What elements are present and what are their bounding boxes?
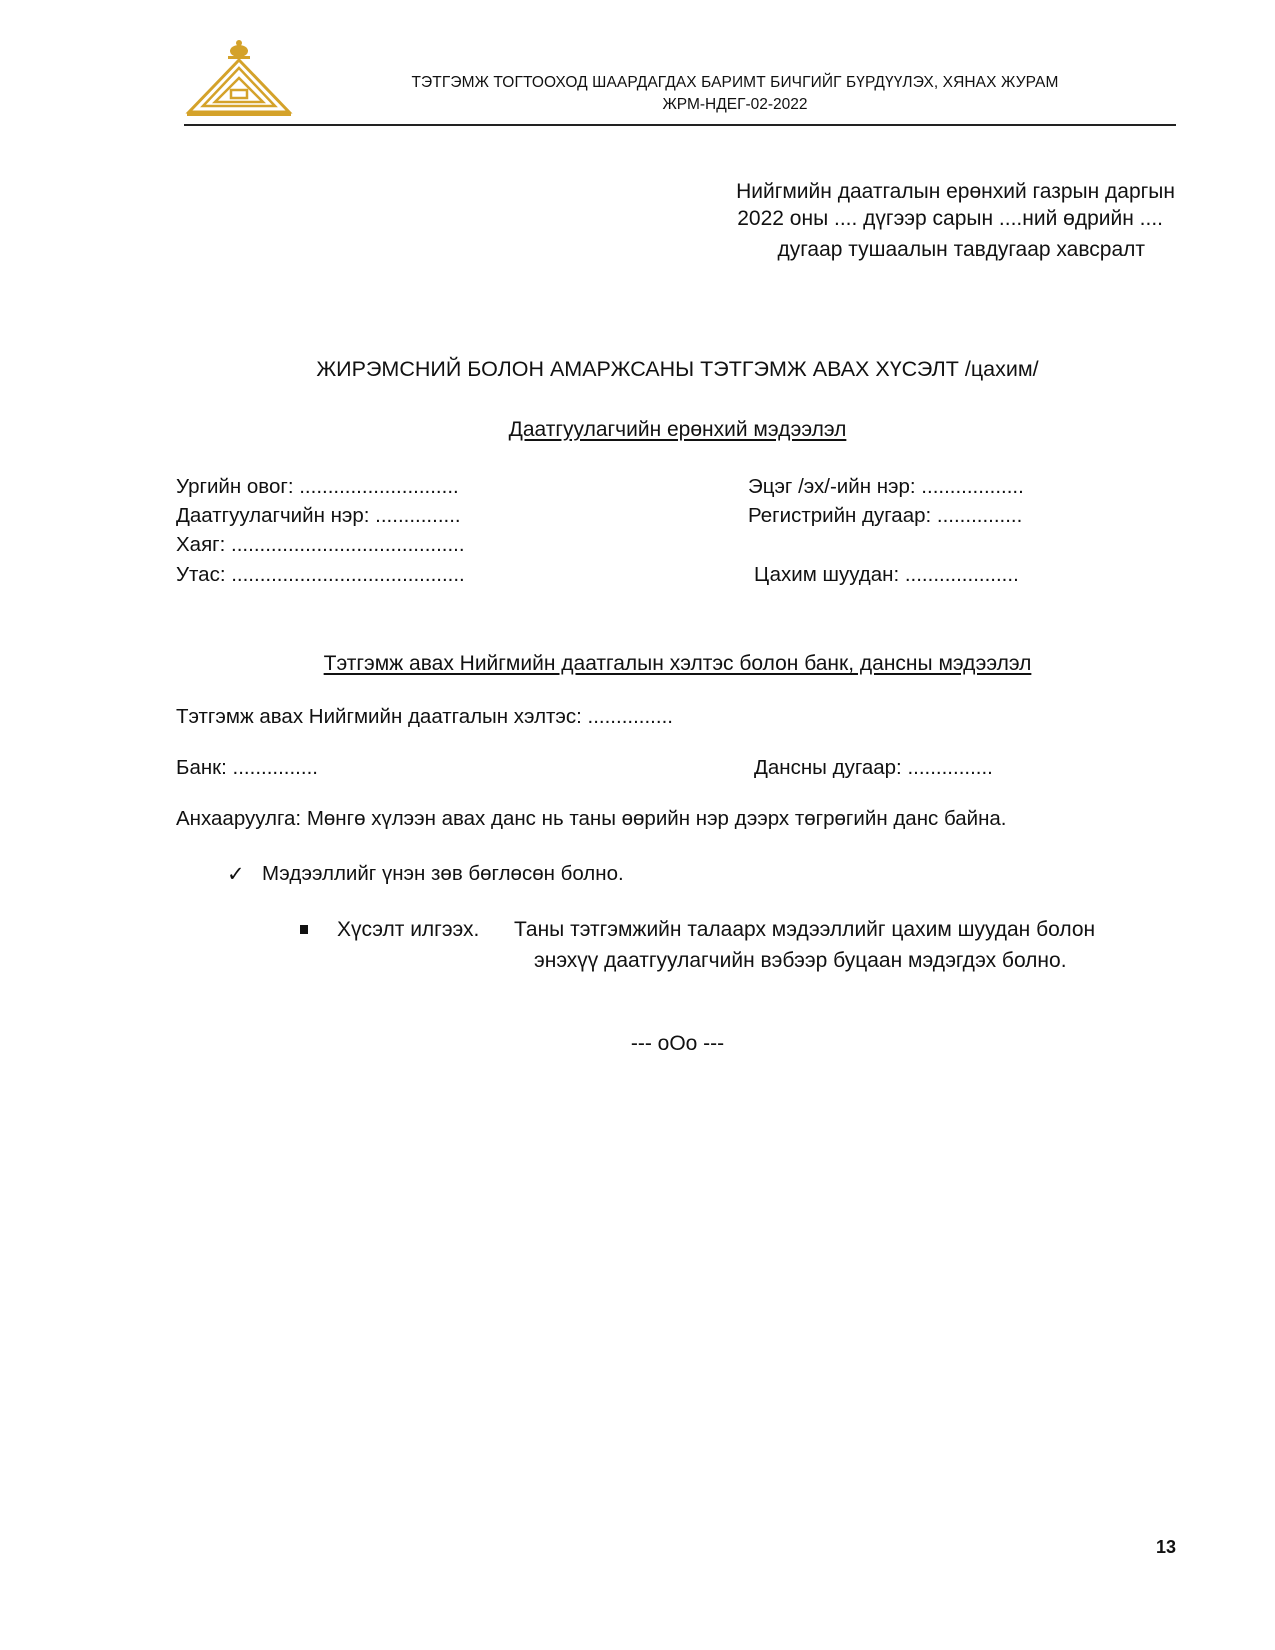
end-mark: --- oOo --- bbox=[630, 1032, 725, 1055]
register-number-field: Регистрийн дугаар: ............... bbox=[748, 504, 1023, 527]
phone-field: Утас: ......................................... bbox=[176, 563, 465, 586]
appendix-line-3: дугаар тушаалын тавдугаар хавсралт bbox=[777, 238, 1145, 261]
section-heading-insured-info: Даатгуулагчийн ерөнхий мэдээлэл bbox=[508, 418, 847, 441]
insured-name-field: Даатгуулагчийн нэр: ............... bbox=[176, 504, 461, 527]
bank-field: Банк: ............... bbox=[176, 756, 318, 779]
father-name-field: Эцэг /эх/-ийн нэр: .................. bbox=[748, 475, 1024, 498]
address-field: Хаяг: ......................................... bbox=[176, 533, 465, 556]
page-number: 13 bbox=[1155, 1537, 1176, 1557]
submit-note-line-2: энэхүү даатгуулагчийн вэбээр буцаан мэдэгдэх болно. bbox=[534, 949, 1067, 972]
form-title: ЖИРЭМСНИЙ БОЛОН АМАРЖСАНЫ ТЭТГЭМЖ АВАХ ХҮСЭЛТ /цахим/ bbox=[316, 357, 1039, 381]
header-divider bbox=[184, 124, 1176, 126]
notice-text: Анхааруулга: Мөнгө хүлээн авах данс нь таны өөрийн нэр дээрх төгрөгийн данс байна. bbox=[176, 807, 1007, 830]
account-number-field: Дансны дугаар: ............... bbox=[754, 756, 993, 779]
department-field: Тэтгэмж авах Нийгмийн даатгалын хэлтэс: ............... bbox=[176, 705, 673, 728]
organization-logo bbox=[185, 38, 293, 118]
submit-note-line-1: Таны тэтгэмжийн талаарх мэдээллийг цахим шуудан болон bbox=[514, 918, 1096, 941]
family-name-field: Ургийн овог: ............................ bbox=[176, 475, 459, 498]
checkmark-icon: ✓ bbox=[227, 862, 245, 886]
email-field: Цахим шуудан: .................... bbox=[754, 563, 1019, 586]
confirmation-text: Мэдээллийг үнэн зөв бөглөсөн болно. bbox=[262, 862, 624, 885]
section-heading-bank-info: Тэтгэмж авах Нийгмийн даатгалын хэлтэс болон банк, дансны мэдээлэл bbox=[323, 652, 1032, 675]
appendix-line-2: 2022 оны .... дүгээр сарын ....ний өдрийн .... bbox=[737, 207, 1163, 230]
appendix-line-1: Нийгмийн даатгалын ерөнхий газрын даргын bbox=[736, 180, 1175, 203]
submit-request-label: Хүсэлт илгээх. bbox=[337, 918, 480, 941]
document-code: ЖРМ-НДЕГ-02-2022 bbox=[662, 96, 808, 113]
document-header-title: ТЭТГЭМЖ ТОГТООХОД ШААРДАГДАХ БАРИМТ БИЧГИЙГ БҮРДҮҮЛЭХ, ХЯНАХ ЖУРАМ bbox=[411, 74, 1059, 91]
bullet-icon bbox=[300, 925, 308, 934]
